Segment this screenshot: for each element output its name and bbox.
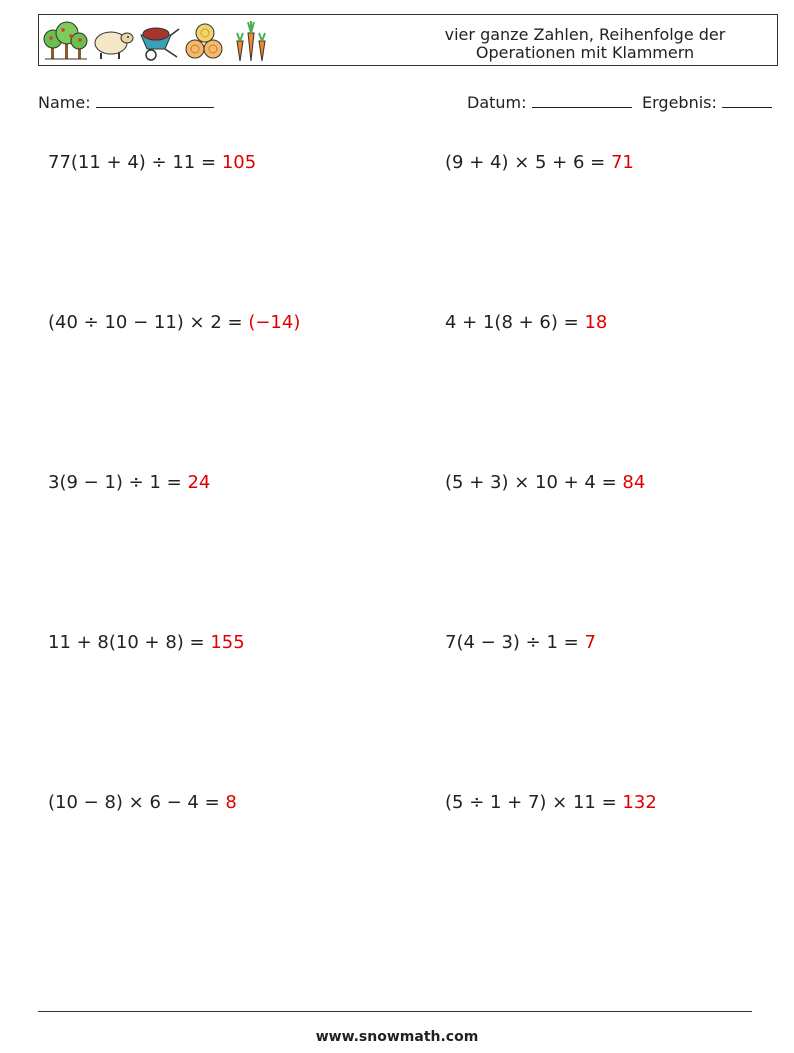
problem-6 xyxy=(445,472,645,493)
sheep-icon xyxy=(91,19,135,63)
name-label: Name: xyxy=(38,93,91,112)
problem-answer: 132 xyxy=(622,792,657,813)
problem-expression: (9 + 4) × 5 + 6 = xyxy=(445,152,606,173)
result-field[interactable] xyxy=(642,93,772,112)
date-blank[interactable] xyxy=(532,93,632,108)
footer-url[interactable]: www.snowmath.com xyxy=(315,1029,479,1045)
problem-7 xyxy=(48,632,245,653)
problem-expression: (5 + 3) × 10 + 4 = xyxy=(445,472,617,493)
problem-answer: 24 xyxy=(187,472,211,493)
problem-expression: 7(4 − 3) ÷ 1 = xyxy=(445,632,579,653)
hay-bales-icon xyxy=(183,19,227,63)
problem-expression: 3(9 − 1) ÷ 1 = xyxy=(48,472,182,493)
problem-answer: 18 xyxy=(584,312,608,333)
tree-icon xyxy=(43,19,89,63)
date-field[interactable] xyxy=(467,93,632,112)
name-field[interactable] xyxy=(38,93,214,112)
title-line-1: vier ganze Zahlen, Reihenfolge der xyxy=(444,25,726,44)
wheelbarrow-icon xyxy=(137,19,181,63)
problem-8 xyxy=(445,632,596,653)
problem-10 xyxy=(445,792,657,813)
problem-answer: 71 xyxy=(610,152,634,173)
problem-expression: 11 + 8(10 + 8) = xyxy=(48,632,205,653)
problem-expression: (40 ÷ 10 − 11) × 2 = xyxy=(48,312,243,333)
problem-answer: 84 xyxy=(622,472,646,493)
problem-answer: 155 xyxy=(210,632,245,653)
problem-3 xyxy=(48,312,300,333)
date-label: Datum: xyxy=(467,93,527,112)
header-icons xyxy=(43,19,273,63)
problem-answer: 105 xyxy=(221,152,257,173)
result-blank[interactable] xyxy=(722,93,772,108)
problem-2 xyxy=(445,152,634,173)
worksheet-header xyxy=(38,14,778,66)
problem-expression: (10 − 8) × 6 − 4 = xyxy=(48,792,220,813)
title-line-2: Operationen mit Klammern xyxy=(475,43,695,62)
problem-answer: 7 xyxy=(584,632,596,653)
problem-expression: (5 ÷ 1 + 7) × 11 = xyxy=(445,792,617,813)
problem-9 xyxy=(48,792,237,813)
carrots-icon xyxy=(229,19,273,63)
footer-divider xyxy=(38,1011,752,1012)
name-blank[interactable] xyxy=(96,93,214,108)
problem-expression: 4 + 1(8 + 6) = xyxy=(445,312,579,333)
worksheet-title xyxy=(405,26,765,62)
problem-expression: 77(11 + 4) ÷ 11 = xyxy=(48,152,217,173)
problem-5 xyxy=(48,472,210,493)
problem-answer: (−14) xyxy=(248,312,301,333)
result-label: Ergebnis: xyxy=(642,93,717,112)
problem-answer: 8 xyxy=(225,792,237,813)
problem-1 xyxy=(48,152,256,173)
problem-4 xyxy=(445,312,607,333)
